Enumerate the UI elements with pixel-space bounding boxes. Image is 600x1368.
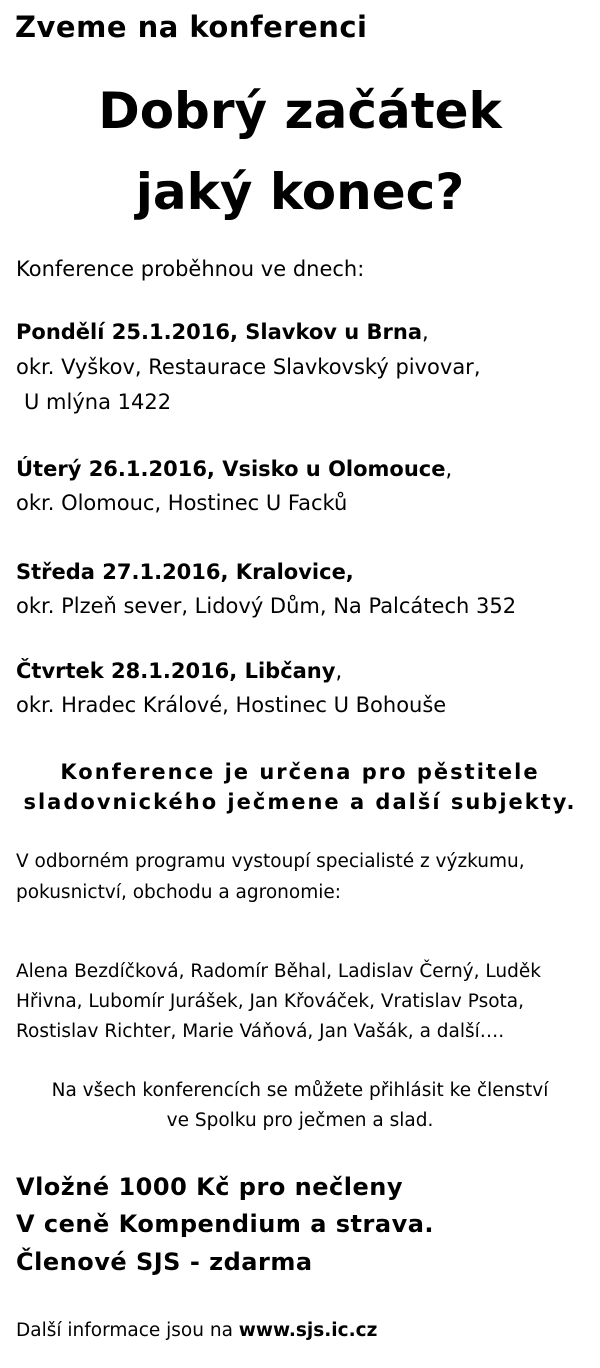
event-4-location: okr. Hradec Králové, Hostinec U Bohouše <box>16 693 447 717</box>
membership-line-1: Na všech konferencích se můžete přihlásit ke členství <box>51 1080 549 1101</box>
event-date-place: Čtvrtek 28.1.2016, Libčany <box>16 659 336 683</box>
event-date-place: Středa 27.1.2016, Kralovice, <box>16 560 354 584</box>
fee-line-1: Vložné 1000 Kč pro nečleny <box>16 1173 403 1201</box>
more-info-prefix: Další informace jsou na <box>16 1320 239 1341</box>
invite-heading: Zveme na konferenci <box>15 10 368 44</box>
event-punct: , <box>422 320 429 344</box>
fee-line-2: V ceně Kompendium a strava. <box>16 1210 435 1238</box>
event-1-address: U mlýna 1422 <box>24 390 172 414</box>
audience-note-line-2: sladovnického ječmene a další subjekty. <box>23 790 577 814</box>
event-punct: , <box>445 457 453 481</box>
speakers-line-2: Hřivna, Lubomír Jurášek, Jan Křováček, Vratislav Psota, <box>16 991 525 1012</box>
intro-text: Konference proběhnou ve dnech: <box>16 257 365 281</box>
audience-note-line-1: Konference je určena pro pěstitele <box>60 760 540 784</box>
event-1-location: okr. Vyškov, Restaurace Slavkovský pivovar, <box>16 355 481 379</box>
title-line-1: Dobrý začátek <box>98 82 502 140</box>
program-line-2: pokusnictví, obchodu a agronomie: <box>16 882 341 903</box>
event-3-location: okr. Plzeň sever, Lidový Dům, Na Palcátech 352 <box>16 594 517 618</box>
event-date-place: Úterý 26.1.2016, Vsisko u Olomouce <box>16 457 446 481</box>
program-line-1: V odborném programu vystoupí specialisté z výzkumu, <box>16 851 525 872</box>
more-info <box>16 1320 377 1341</box>
membership-line-2: ve Spolku pro ječmen a slad. <box>166 1110 434 1131</box>
event-date-place: Pondělí 25.1.2016, Slavkov u Brna <box>16 320 423 344</box>
event-4-heading <box>16 659 342 683</box>
title-line-2: jaký konec? <box>135 163 465 221</box>
event-2-heading <box>16 457 452 481</box>
website-link[interactable]: www.sjs.ic.cz <box>238 1320 378 1341</box>
event-1-heading <box>16 320 429 344</box>
event-3-heading <box>16 560 354 584</box>
event-punct: , <box>335 659 343 683</box>
speakers-line-3: Rostislav Richter, Marie Váňová, Jan Vašák, a další…. <box>16 1021 505 1042</box>
speakers-line-1: Alena Bezdíčková, Radomír Běhal, Ladislav Černý, Luděk <box>16 961 541 982</box>
fee-line-3: Členové SJS - zdarma <box>16 1248 313 1276</box>
event-2-location: okr. Olomouc, Hostinec U Facků <box>16 491 348 515</box>
